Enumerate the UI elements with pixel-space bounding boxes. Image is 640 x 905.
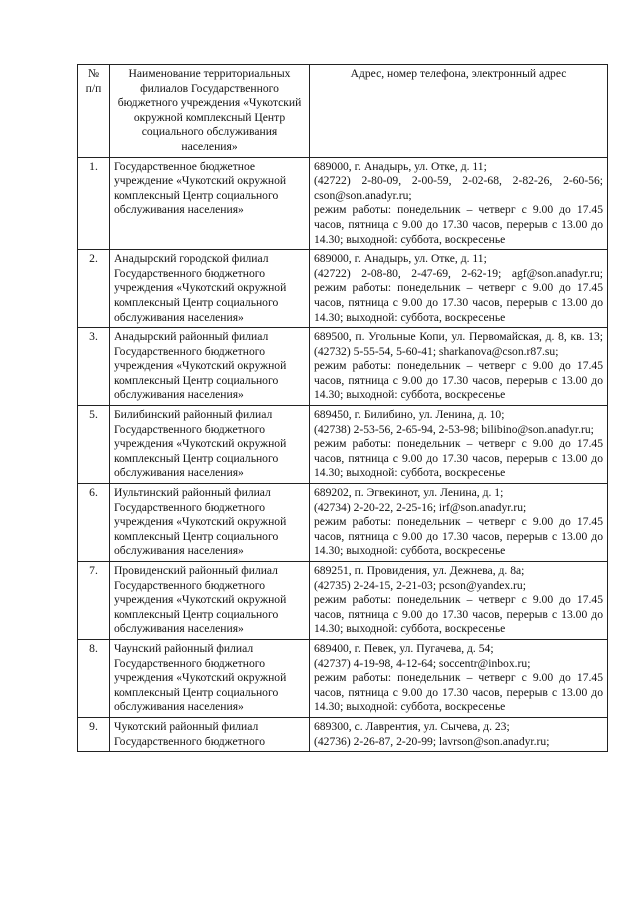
phone-email-line: (42722) 2-80-09, 2-00-59, 2-02-68, 2-82-26, 2-60-56; cson@son.anadyr.ru; [314, 174, 603, 202]
working-hours: режим работы: понедельник – четверг с 9.00 до 17.45 часов, пятница с 9.00 до 17.30 часов, перерыв с 13.00 до 14.30; выходной: суббота, воскресенье [314, 671, 603, 714]
row-number: 7. [78, 562, 110, 640]
address-line: 689000, г. Анадырь, ул. Отке, д. 11; [314, 252, 487, 266]
branch-contacts [310, 484, 608, 562]
phone-email-line: (42737) 4-19-98, 4-12-64; soccentr@inbox.ru; [314, 656, 531, 670]
working-hours: режим работы: понедельник – четверг с 9.00 до 17.45 часов, пятница с 9.00 до 17.30 часов, перерыв с 13.00 до 14.30; выходной: суббота, воскресенье [314, 593, 603, 636]
table-header-row [78, 65, 608, 158]
branch-contacts [310, 406, 608, 484]
address-line: 689300, с. Лаврентия, ул. Сычева, д. 23; [314, 719, 510, 733]
address-line: 689500, п. Угольные Копи, ул. Первомайская, д. 8, кв. 13; (42732) 5-55-54, 5-60-41; sharkanova@cson.r87.su; [314, 330, 603, 358]
row-number: 5. [78, 406, 110, 484]
branch-contacts [310, 717, 608, 751]
branch-contacts [310, 157, 608, 250]
row-number: 6. [78, 484, 110, 562]
phone-email-line: (42735) 2-24-15, 2-21-03; pcson@yandex.ru; [314, 578, 526, 592]
header-branch-name: Наименование территориальных филиалов Государственного бюджетного учреждения «Чукотский окружной комплексный Центр социального обслуживания населения» [110, 65, 310, 158]
phone-email-line: (42734) 2-20-22, 2-25-16; irf@son.anadyr.ru; [314, 500, 527, 514]
address-line: 689202, п. Эгвекинот, ул. Ленина, д. 1; [314, 486, 504, 500]
address-line: 689000, г. Анадырь, ул. Отке, д. 11; [314, 159, 487, 173]
phone-email-line: (42738) 2-53-56, 2-65-94, 2-53-98; bilibino@son.anadyr.ru; [314, 422, 594, 436]
table-row [78, 484, 608, 562]
branch-contacts [310, 639, 608, 717]
table-row [78, 250, 608, 328]
row-number: 3. [78, 328, 110, 406]
table-row [78, 328, 608, 406]
working-hours: режим работы: понедельник – четверг с 9.00 до 17.45 часов, пятница с 9.00 до 17.30 часов, перерыв с 13.00 до 14.30; выходной: суббота, воскресенье [314, 515, 603, 558]
branch-name: Государственное бюджетное учреждение «Чукотский окружной комплексный Центр социального обслуживания населения» [110, 157, 310, 250]
row-number: 8. [78, 639, 110, 717]
branch-name: Анадырский районный филиал Государственного бюджетного учреждения «Чукотский окружной комплексный Центр социального обслуживания населения» [110, 328, 310, 406]
phone-email-line: (42736) 2-26-87, 2-20-99; lavrson@son.anadyr.ru; [314, 734, 550, 748]
table-row [78, 639, 608, 717]
branch-name: Провиденский районный филиал Государственного бюджетного учреждения «Чукотский окружной комплексный Центр социального обслуживания населения» [110, 562, 310, 640]
branch-contacts [310, 328, 608, 406]
branch-name: Иультинский районный филиал Государственного бюджетного учреждения «Чукотский окружной комплексный Центр социального обслуживания населения» [110, 484, 310, 562]
branch-contacts [310, 562, 608, 640]
branch-name: Билибинский районный филиал Государственного бюджетного учреждения «Чукотский окружной комплексный Центр социального обслуживания населения» [110, 406, 310, 484]
table-row [78, 157, 608, 250]
table-row [78, 406, 608, 484]
phone-email-line: (42722) 2-08-80, 2-47-69, 2-62-19; agf@son.anadyr.ru; режим работы: понедельник – четверг с 9.00 до 17.45 часов, пятница с 9.00 до 17.30 часов, перерыв с 13.00 до 14.30; выходной: суббота, воскресенье [314, 266, 603, 324]
branch-name: Чаунский районный филиал Государственного бюджетного учреждения «Чукотский окружной комплексный Центр социального обслуживания населения» [110, 639, 310, 717]
branch-name: Чукотский районный филиал Государственного бюджетного [110, 717, 310, 751]
row-number: 9. [78, 717, 110, 751]
header-number: № п/п [78, 65, 110, 158]
working-hours: режим работы: понедельник – четверг с 9.00 до 17.45 часов, пятница с 9.00 до 17.30 часов, перерыв с 13.00 до 14.30; выходной: суббота, воскресенье [314, 437, 603, 480]
table-row [78, 562, 608, 640]
address-line: 689400, г. Певек, ул. Пугачева, д. 54; [314, 641, 494, 655]
table-row [78, 717, 608, 751]
working-hours: режим работы: понедельник – четверг с 9.00 до 17.45 часов, пятница с 9.00 до 17.30 часов, перерыв с 13.00 до 14.30; выходной: суббота, воскресенье [314, 203, 603, 246]
working-hours: режим работы: понедельник – четверг с 9.00 до 17.45 часов, пятница с 9.00 до 17.30 часов, перерыв с 13.00 до 14.30; выходной: суббота, воскресенье [314, 359, 603, 402]
branches-table [77, 64, 608, 752]
header-address: Адрес, номер телефона, электронный адрес [310, 65, 608, 158]
row-number: 1. [78, 157, 110, 250]
row-number: 2. [78, 250, 110, 328]
address-line: 689251, п. Провидения, ул. Дежнева, д. 8а; [314, 564, 525, 577]
address-line: 689450, г. Билибино, ул. Ленина, д. 10; [314, 408, 505, 422]
branch-name: Анадырский городской филиал Государственного бюджетного учреждения «Чукотский окружной комплексный Центр социального обслуживания населения» [110, 250, 310, 328]
branch-contacts [310, 250, 608, 328]
